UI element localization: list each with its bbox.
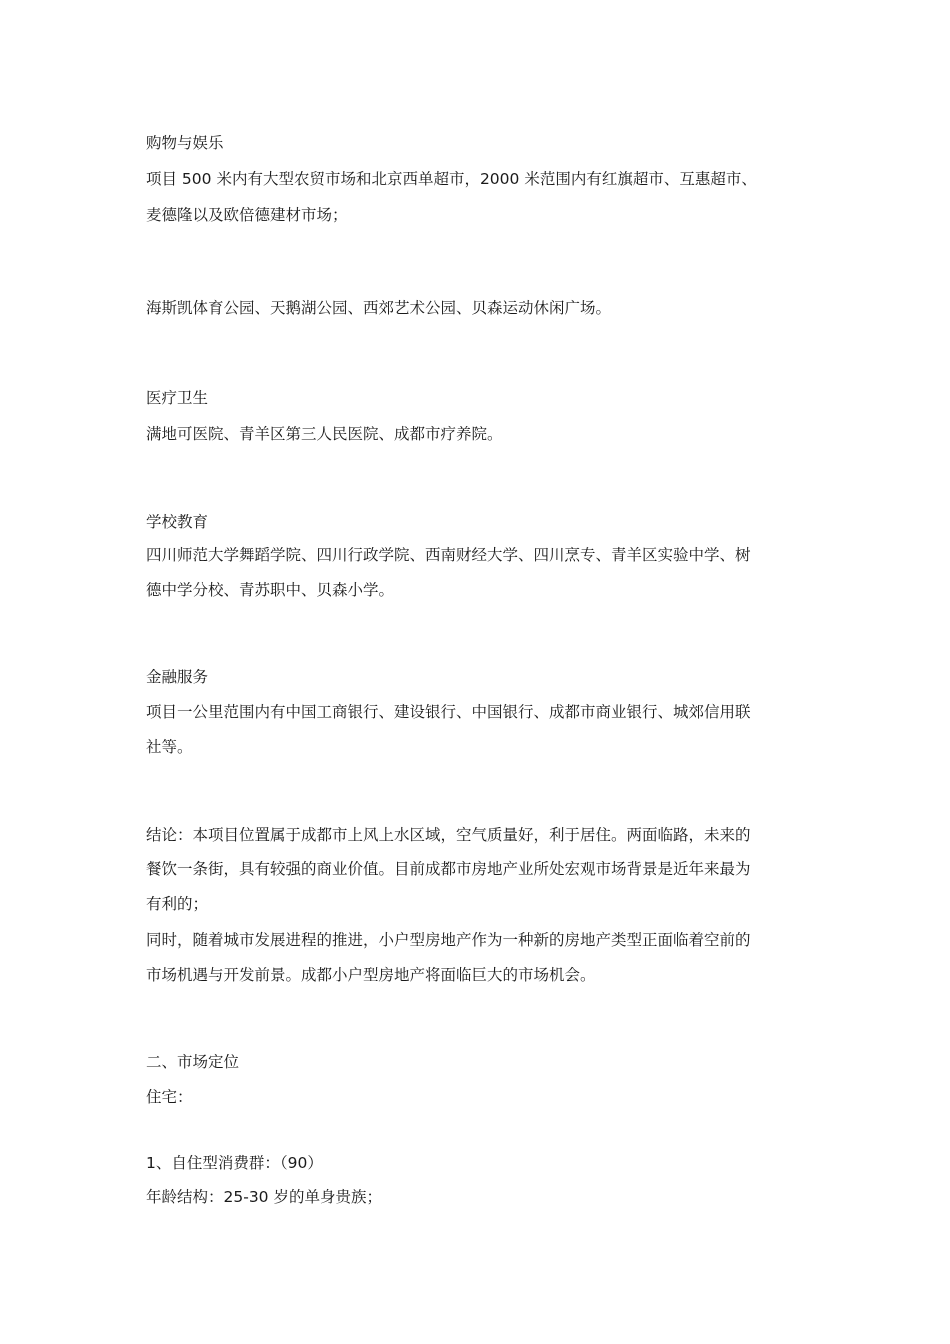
- heading-shopping-entertainment: 购物与娱乐: [146, 134, 224, 152]
- heading-residential: 住宅：: [146, 1088, 193, 1106]
- paragraph-line: 麦德隆以及欧倍德建材市场；: [146, 206, 348, 224]
- conclusion-line: 结论：本项目位置属于成都市上风上水区域，空气质量好，利于居住。两面临路，未来的: [146, 826, 751, 844]
- paragraph-line: 德中学分校、青苏职中、贝森小学。: [146, 581, 395, 599]
- list-item-heading: 1、自住型消费群：（90）: [146, 1154, 323, 1172]
- paragraph-line: 项目一公里范围内有中国工商银行、建设银行、中国银行、成都市商业银行、城郊信用联: [146, 703, 751, 721]
- paragraph-line: 年龄结构：25-30 岁的单身贵族；: [146, 1188, 382, 1206]
- paragraph-line: 满地可医院、青羊区第三人民医院、成都市疗养院。: [146, 425, 503, 443]
- paragraph-line: 项目 500 米内有大型农贸市场和北京西单超市，2000 米范围内有红旗超市、互惠超市、: [146, 170, 757, 188]
- paragraph-line: 社等。: [146, 738, 193, 756]
- heading-education: 学校教育: [146, 513, 209, 531]
- paragraph-line: 四川师范大学舞蹈学院、四川行政学院、西南财经大学、四川烹专、青羊区实验中学、树: [146, 546, 751, 564]
- paragraph-line: 市场机遇与开发前景。成都小户型房地产将面临巨大的市场机会。: [146, 966, 596, 984]
- paragraph-line: 餐饮一条街，具有较强的商业价值。目前成都市房地产业所处宏观市场背景是近年来最为: [146, 860, 751, 878]
- heading-medical: 医疗卫生: [146, 389, 209, 407]
- heading-market-positioning: 二、市场定位: [146, 1053, 240, 1071]
- paragraph-line: 同时，随着城市发展进程的推进，小户型房地产作为一种新的房地产类型正面临着空前的: [146, 931, 751, 949]
- heading-finance: 金融服务: [146, 668, 209, 686]
- paragraph-line: 海斯凯体育公园、天鹅湖公园、西郊艺术公园、贝森运动休闲广场。: [146, 299, 612, 317]
- paragraph-line: 有利的；: [146, 895, 209, 913]
